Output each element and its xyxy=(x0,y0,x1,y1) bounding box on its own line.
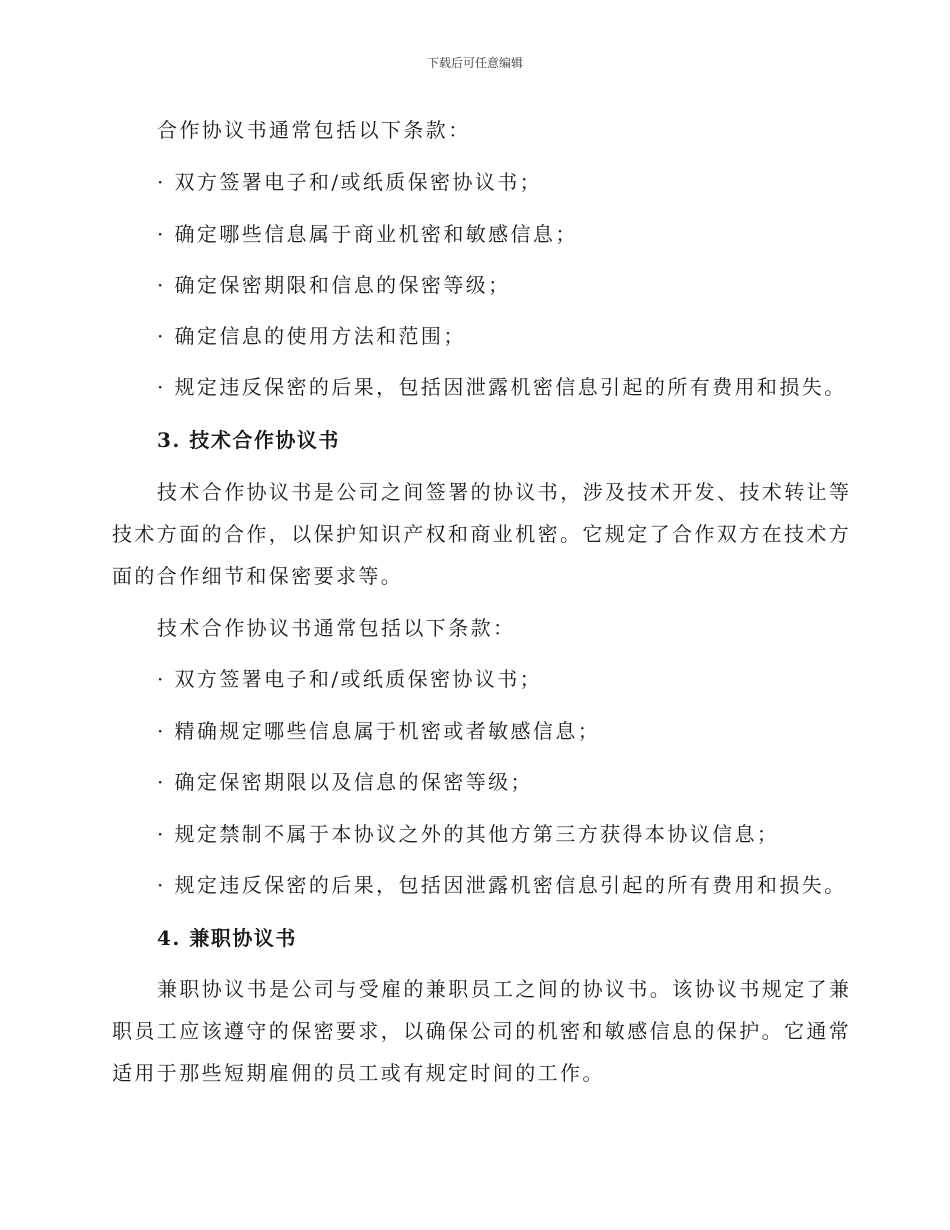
paragraph-line: 技术合作协议书是公司之间签署的协议书，涉及技术开发、技术转让等 xyxy=(157,480,852,504)
intro-line: 技术合作协议书通常包括以下条款： xyxy=(157,616,516,640)
list-item: · 确定哪些信息属于商业机密和敏感信息； xyxy=(157,222,578,246)
list-item: · 确定信息的使用方法和范围； xyxy=(157,324,466,348)
paragraph-line: 技术方面的合作，以保护知识产权和商业机密。它规定了合作双方在技术方 xyxy=(112,522,852,546)
section-heading: 3. 技术合作协议书 xyxy=(157,428,340,452)
paragraph-line: 职员工应该遵守的保密要求，以确保公司的机密和敏感信息的保护。它通常 xyxy=(112,1019,852,1043)
list-item: · 规定违反保密的后果，包括因泄露机密信息引起的所有费用和损失。 xyxy=(157,375,847,399)
section-heading: 4. 兼职协议书 xyxy=(157,926,297,950)
paragraph-line: 兼职协议书是公司与受雇的兼职员工之间的协议书。该协议书规定了兼 xyxy=(157,977,852,1001)
list-item: · 确定保密期限和信息的保密等级； xyxy=(157,273,511,297)
paragraph-line: 适用于那些短期雇佣的员工或有规定时间的工作。 xyxy=(112,1061,605,1085)
list-item: · 精确规定哪些信息属于机密或者敏感信息； xyxy=(157,719,601,743)
list-item: · 双方签署电子和/或纸质保密协议书； xyxy=(157,170,543,194)
list-item: · 规定违反保密的后果，包括因泄露机密信息引起的所有费用和损失。 xyxy=(157,873,847,897)
intro-line: 合作协议书通常包括以下条款： xyxy=(157,118,471,142)
list-item: · 确定保密期限以及信息的保密等级； xyxy=(157,770,533,794)
paragraph-line: 面的合作细节和保密要求等。 xyxy=(112,564,404,588)
list-item: · 规定禁制不属于本协议之外的其他方第三方获得本协议信息； xyxy=(157,822,780,846)
list-item: · 双方签署电子和/或纸质保密协议书； xyxy=(157,667,543,691)
page-header: 下载后可任意编辑 xyxy=(426,56,523,70)
